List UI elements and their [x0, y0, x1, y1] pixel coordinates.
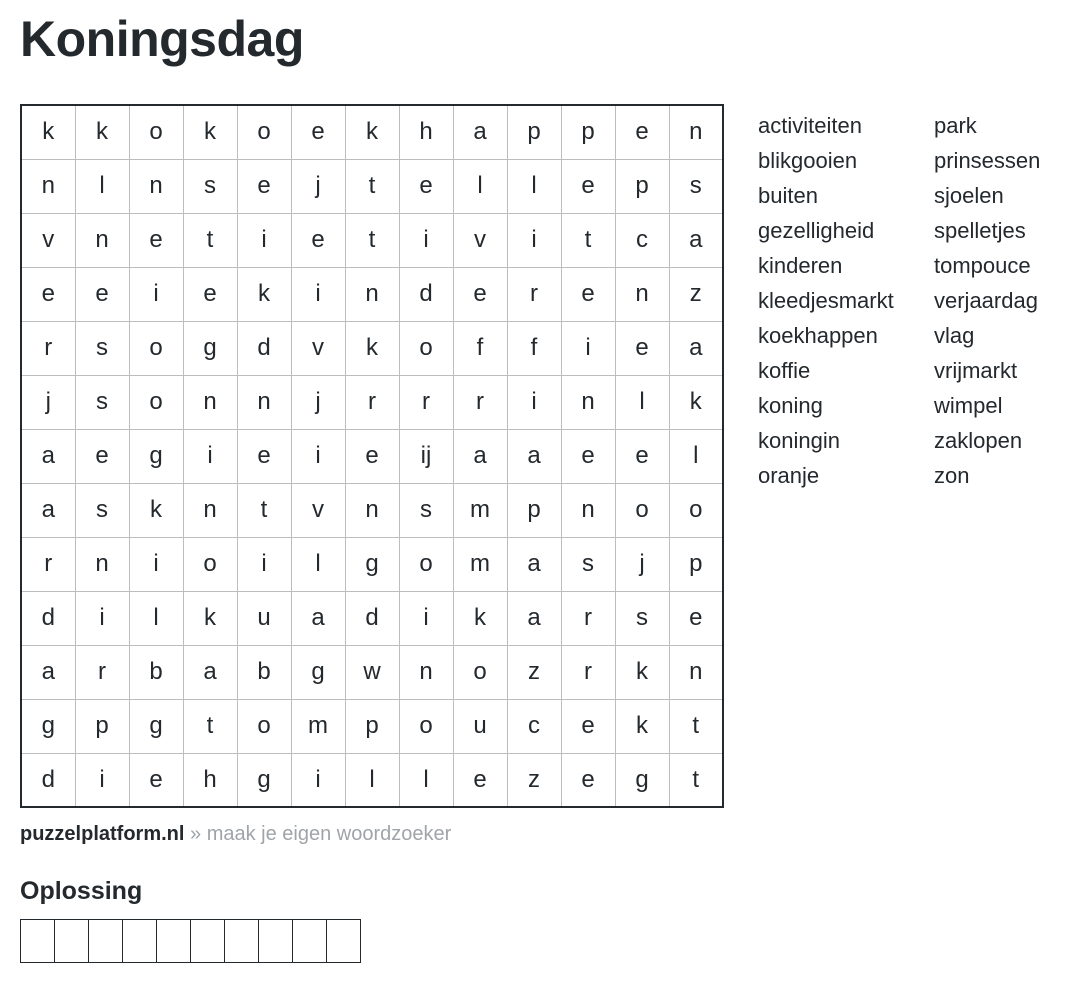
grid-cell[interactable]: s: [75, 375, 129, 429]
grid-cell[interactable]: ij: [399, 429, 453, 483]
grid-cell[interactable]: e: [291, 213, 345, 267]
grid-cell[interactable]: e: [129, 753, 183, 807]
grid-cell[interactable]: t: [183, 213, 237, 267]
word-list-item[interactable]: zon: [934, 463, 970, 488]
grid-cell[interactable]: g: [345, 537, 399, 591]
grid-cell[interactable]: n: [669, 105, 723, 159]
grid-cell[interactable]: k: [21, 105, 75, 159]
solution-box[interactable]: [54, 919, 89, 963]
grid-cell[interactable]: i: [129, 537, 183, 591]
grid-cell[interactable]: p: [615, 159, 669, 213]
grid-cell[interactable]: l: [507, 159, 561, 213]
grid-cell[interactable]: g: [237, 753, 291, 807]
grid-cell[interactable]: e: [75, 267, 129, 321]
grid-cell[interactable]: h: [183, 753, 237, 807]
grid-cell[interactable]: k: [453, 591, 507, 645]
footer-credit: [20, 820, 451, 848]
grid-cell[interactable]: a: [291, 591, 345, 645]
grid-cell[interactable]: i: [237, 537, 291, 591]
grid-cell[interactable]: l: [615, 375, 669, 429]
grid-cell[interactable]: l: [129, 591, 183, 645]
word-list-item[interactable]: activiteiten: [758, 113, 862, 138]
grid-cell[interactable]: l: [399, 753, 453, 807]
grid-cell[interactable]: i: [561, 321, 615, 375]
grid-cell[interactable]: d: [345, 591, 399, 645]
word-list-item[interactable]: koekhappen: [758, 323, 878, 348]
grid-cell[interactable]: g: [21, 699, 75, 753]
grid-cell[interactable]: n: [669, 645, 723, 699]
grid-cell[interactable]: f: [453, 321, 507, 375]
grid-cell[interactable]: e: [561, 699, 615, 753]
grid-cell[interactable]: a: [21, 483, 75, 537]
solution-box[interactable]: [190, 919, 225, 963]
grid-cell[interactable]: e: [129, 213, 183, 267]
word-list-item[interactable]: sjoelen: [934, 183, 1004, 208]
grid-row: [21, 753, 723, 807]
solution-box[interactable]: [20, 919, 55, 963]
grid-cell[interactable]: o: [399, 699, 453, 753]
grid-row: [21, 699, 723, 753]
grid-cell[interactable]: i: [507, 375, 561, 429]
grid-cell[interactable]: i: [237, 213, 291, 267]
grid-row: [21, 321, 723, 375]
grid-cell[interactable]: f: [507, 321, 561, 375]
grid-cell[interactable]: j: [291, 159, 345, 213]
grid-row: [21, 429, 723, 483]
grid-cell[interactable]: i: [399, 213, 453, 267]
grid-cell[interactable]: p: [75, 699, 129, 753]
grid-cell[interactable]: z: [669, 267, 723, 321]
grid-row: [21, 267, 723, 321]
grid-cell[interactable]: v: [291, 321, 345, 375]
grid-cell[interactable]: r: [561, 591, 615, 645]
grid-cell[interactable]: r: [21, 537, 75, 591]
grid-cell[interactable]: g: [129, 699, 183, 753]
word-list-item[interactable]: zaklopen: [934, 428, 1023, 453]
grid-cell[interactable]: n: [129, 159, 183, 213]
grid-cell[interactable]: i: [129, 267, 183, 321]
grid-cell[interactable]: i: [399, 591, 453, 645]
grid-cell[interactable]: l: [291, 537, 345, 591]
grid-cell[interactable]: r: [561, 645, 615, 699]
grid-cell[interactable]: a: [507, 429, 561, 483]
grid-row: [21, 213, 723, 267]
grid-cell[interactable]: k: [237, 267, 291, 321]
grid-cell[interactable]: s: [615, 591, 669, 645]
grid-cell[interactable]: e: [237, 159, 291, 213]
grid-cell[interactable]: r: [399, 375, 453, 429]
grid-cell[interactable]: e: [561, 267, 615, 321]
solution-box[interactable]: [326, 919, 361, 963]
word-list-item[interactable]: gezelligheid: [758, 218, 875, 243]
grid-cell[interactable]: p: [561, 105, 615, 159]
grid-cell[interactable]: a: [453, 105, 507, 159]
solution-box[interactable]: [88, 919, 123, 963]
solution-heading: Oplossing: [20, 877, 143, 905]
grid-cell[interactable]: n: [21, 159, 75, 213]
grid-cell[interactable]: d: [399, 267, 453, 321]
grid-cell[interactable]: n: [183, 375, 237, 429]
grid-cell[interactable]: e: [453, 267, 507, 321]
grid-cell[interactable]: e: [237, 429, 291, 483]
grid-cell[interactable]: c: [615, 213, 669, 267]
word-list-column-1: [758, 108, 934, 493]
grid-cell[interactable]: i: [291, 267, 345, 321]
grid-cell[interactable]: k: [129, 483, 183, 537]
word-list-item[interactable]: tompouce: [934, 253, 1031, 278]
word-list-item[interactable]: kleedjesmarkt: [758, 288, 894, 313]
grid-cell[interactable]: o: [129, 321, 183, 375]
grid-cell[interactable]: d: [21, 591, 75, 645]
grid-row: [21, 537, 723, 591]
grid-cell[interactable]: p: [507, 483, 561, 537]
grid-cell[interactable]: h: [399, 105, 453, 159]
grid-cell[interactable]: w: [345, 645, 399, 699]
grid-cell[interactable]: t: [237, 483, 291, 537]
word-list-item[interactable]: koningin: [758, 428, 840, 453]
grid-cell[interactable]: t: [345, 213, 399, 267]
grid-cell[interactable]: e: [561, 753, 615, 807]
grid-cell[interactable]: g: [291, 645, 345, 699]
grid-row: [21, 375, 723, 429]
grid-cell[interactable]: i: [75, 591, 129, 645]
grid-cell[interactable]: l: [345, 753, 399, 807]
grid-cell[interactable]: i: [75, 753, 129, 807]
grid-cell[interactable]: j: [291, 375, 345, 429]
grid-cell[interactable]: n: [399, 645, 453, 699]
grid-cell[interactable]: r: [345, 375, 399, 429]
grid-cell[interactable]: o: [129, 105, 183, 159]
grid-cell[interactable]: e: [345, 429, 399, 483]
grid-cell[interactable]: b: [237, 645, 291, 699]
credit-tagline-link[interactable]: » maak je eigen woordzoeker: [190, 823, 452, 845]
credit-site-link[interactable]: puzzelplatform.nl: [20, 823, 185, 845]
grid-cell[interactable]: n: [345, 267, 399, 321]
grid-cell[interactable]: o: [399, 321, 453, 375]
grid-cell[interactable]: g: [183, 321, 237, 375]
word-list-column-2: [934, 108, 1075, 493]
grid-cell[interactable]: c: [507, 699, 561, 753]
grid-cell[interactable]: i: [291, 753, 345, 807]
grid-cell[interactable]: a: [21, 429, 75, 483]
grid-cell[interactable]: n: [615, 267, 669, 321]
grid-cell[interactable]: e: [561, 159, 615, 213]
word-list-item[interactable]: buiten: [758, 183, 818, 208]
grid-cell[interactable]: m: [453, 483, 507, 537]
grid-cell[interactable]: i: [507, 213, 561, 267]
grid-row: [21, 645, 723, 699]
grid-cell[interactable]: a: [21, 645, 75, 699]
grid-cell[interactable]: o: [129, 375, 183, 429]
word-search-grid: [20, 104, 724, 808]
grid-cell[interactable]: k: [669, 375, 723, 429]
grid-cell[interactable]: o: [399, 537, 453, 591]
grid-cell[interactable]: o: [237, 699, 291, 753]
grid-cell[interactable]: s: [669, 159, 723, 213]
word-list-item[interactable]: spelletjes: [934, 218, 1026, 243]
solution-box[interactable]: [156, 919, 191, 963]
grid-cell[interactable]: r: [75, 645, 129, 699]
grid-cell[interactable]: m: [453, 537, 507, 591]
grid-cell[interactable]: j: [21, 375, 75, 429]
grid-cell[interactable]: p: [507, 105, 561, 159]
grid-cell[interactable]: k: [615, 645, 669, 699]
solution-box[interactable]: [292, 919, 327, 963]
grid-cell[interactable]: b: [129, 645, 183, 699]
grid-cell[interactable]: o: [453, 645, 507, 699]
grid-cell[interactable]: n: [183, 483, 237, 537]
grid-cell[interactable]: e: [75, 429, 129, 483]
word-list-item[interactable]: prinsessen: [934, 148, 1041, 173]
grid-cell[interactable]: n: [561, 375, 615, 429]
grid-cell[interactable]: e: [615, 429, 669, 483]
grid-cell[interactable]: e: [399, 159, 453, 213]
grid-cell[interactable]: m: [291, 699, 345, 753]
grid-cell[interactable]: e: [21, 267, 75, 321]
grid-cell[interactable]: d: [21, 753, 75, 807]
word-list-item[interactable]: wimpel: [934, 393, 1003, 418]
grid-cell[interactable]: r: [453, 375, 507, 429]
grid-cell[interactable]: e: [615, 321, 669, 375]
word-search-grid-container: [20, 104, 724, 808]
word-list: [758, 108, 1075, 493]
page-title: Koningsdag: [20, 11, 304, 67]
word-list-item[interactable]: oranje: [758, 463, 820, 488]
grid-cell[interactable]: n: [75, 537, 129, 591]
grid-cell[interactable]: n: [345, 483, 399, 537]
grid-cell[interactable]: s: [75, 483, 129, 537]
grid-cell[interactable]: g: [129, 429, 183, 483]
grid-cell[interactable]: e: [561, 429, 615, 483]
word-list-item[interactable]: blikgooien: [758, 148, 858, 173]
grid-cell[interactable]: v: [291, 483, 345, 537]
grid-cell[interactable]: k: [345, 321, 399, 375]
word-list-item[interactable]: vrijmarkt: [934, 358, 1018, 383]
grid-cell[interactable]: k: [615, 699, 669, 753]
grid-cell[interactable]: v: [21, 213, 75, 267]
grid-cell[interactable]: s: [399, 483, 453, 537]
grid-cell[interactable]: i: [291, 429, 345, 483]
grid-cell[interactable]: i: [183, 429, 237, 483]
word-list-item[interactable]: vlag: [934, 323, 975, 348]
grid-cell[interactable]: l: [75, 159, 129, 213]
word-list-item[interactable]: koffie: [758, 358, 811, 383]
grid-row: [21, 159, 723, 213]
grid-cell[interactable]: r: [507, 267, 561, 321]
grid-cell[interactable]: z: [507, 645, 561, 699]
grid-cell[interactable]: t: [669, 699, 723, 753]
word-list-item[interactable]: verjaardag: [934, 288, 1038, 313]
grid-cell[interactable]: t: [183, 699, 237, 753]
grid-cell[interactable]: k: [345, 105, 399, 159]
grid-cell[interactable]: a: [453, 429, 507, 483]
grid-row: [21, 105, 723, 159]
grid-cell[interactable]: v: [453, 213, 507, 267]
grid-cell[interactable]: l: [669, 429, 723, 483]
grid-cell[interactable]: j: [615, 537, 669, 591]
grid-cell[interactable]: t: [345, 159, 399, 213]
grid-cell[interactable]: o: [669, 483, 723, 537]
grid-cell[interactable]: p: [345, 699, 399, 753]
grid-cell[interactable]: r: [21, 321, 75, 375]
grid-row: [21, 483, 723, 537]
grid-cell[interactable]: e: [183, 267, 237, 321]
grid-cell[interactable]: n: [75, 213, 129, 267]
grid-cell[interactable]: s: [75, 321, 129, 375]
grid-cell[interactable]: a: [669, 321, 723, 375]
grid-cell[interactable]: g: [615, 753, 669, 807]
grid-cell[interactable]: a: [507, 591, 561, 645]
grid-cell[interactable]: l: [453, 159, 507, 213]
grid-cell[interactable]: d: [237, 321, 291, 375]
grid-cell[interactable]: e: [291, 105, 345, 159]
grid-cell[interactable]: o: [237, 105, 291, 159]
grid-cell[interactable]: k: [183, 591, 237, 645]
grid-cell[interactable]: s: [561, 537, 615, 591]
grid-cell[interactable]: a: [183, 645, 237, 699]
solution-box[interactable]: [258, 919, 293, 963]
grid-cell[interactable]: a: [507, 537, 561, 591]
grid-cell[interactable]: p: [669, 537, 723, 591]
grid-cell[interactable]: a: [669, 213, 723, 267]
grid-cell[interactable]: o: [183, 537, 237, 591]
solution-boxes: [20, 919, 361, 963]
grid-cell[interactable]: e: [453, 753, 507, 807]
grid-cell[interactable]: s: [183, 159, 237, 213]
grid-cell[interactable]: t: [669, 753, 723, 807]
grid-cell[interactable]: o: [615, 483, 669, 537]
grid-cell[interactable]: z: [507, 753, 561, 807]
grid-cell[interactable]: t: [561, 213, 615, 267]
grid-cell[interactable]: e: [615, 105, 669, 159]
grid-cell[interactable]: k: [75, 105, 129, 159]
grid-cell[interactable]: u: [237, 591, 291, 645]
solution-box[interactable]: [224, 919, 259, 963]
grid-cell[interactable]: n: [561, 483, 615, 537]
word-list-item[interactable]: koning: [758, 393, 823, 418]
grid-cell[interactable]: k: [183, 105, 237, 159]
grid-cell[interactable]: u: [453, 699, 507, 753]
grid-cell[interactable]: e: [669, 591, 723, 645]
solution-box[interactable]: [122, 919, 157, 963]
word-list-item[interactable]: kinderen: [758, 253, 843, 278]
word-search-grid-body: [21, 105, 723, 807]
grid-cell[interactable]: n: [237, 375, 291, 429]
grid-row: [21, 591, 723, 645]
word-list-item[interactable]: park: [934, 113, 977, 138]
